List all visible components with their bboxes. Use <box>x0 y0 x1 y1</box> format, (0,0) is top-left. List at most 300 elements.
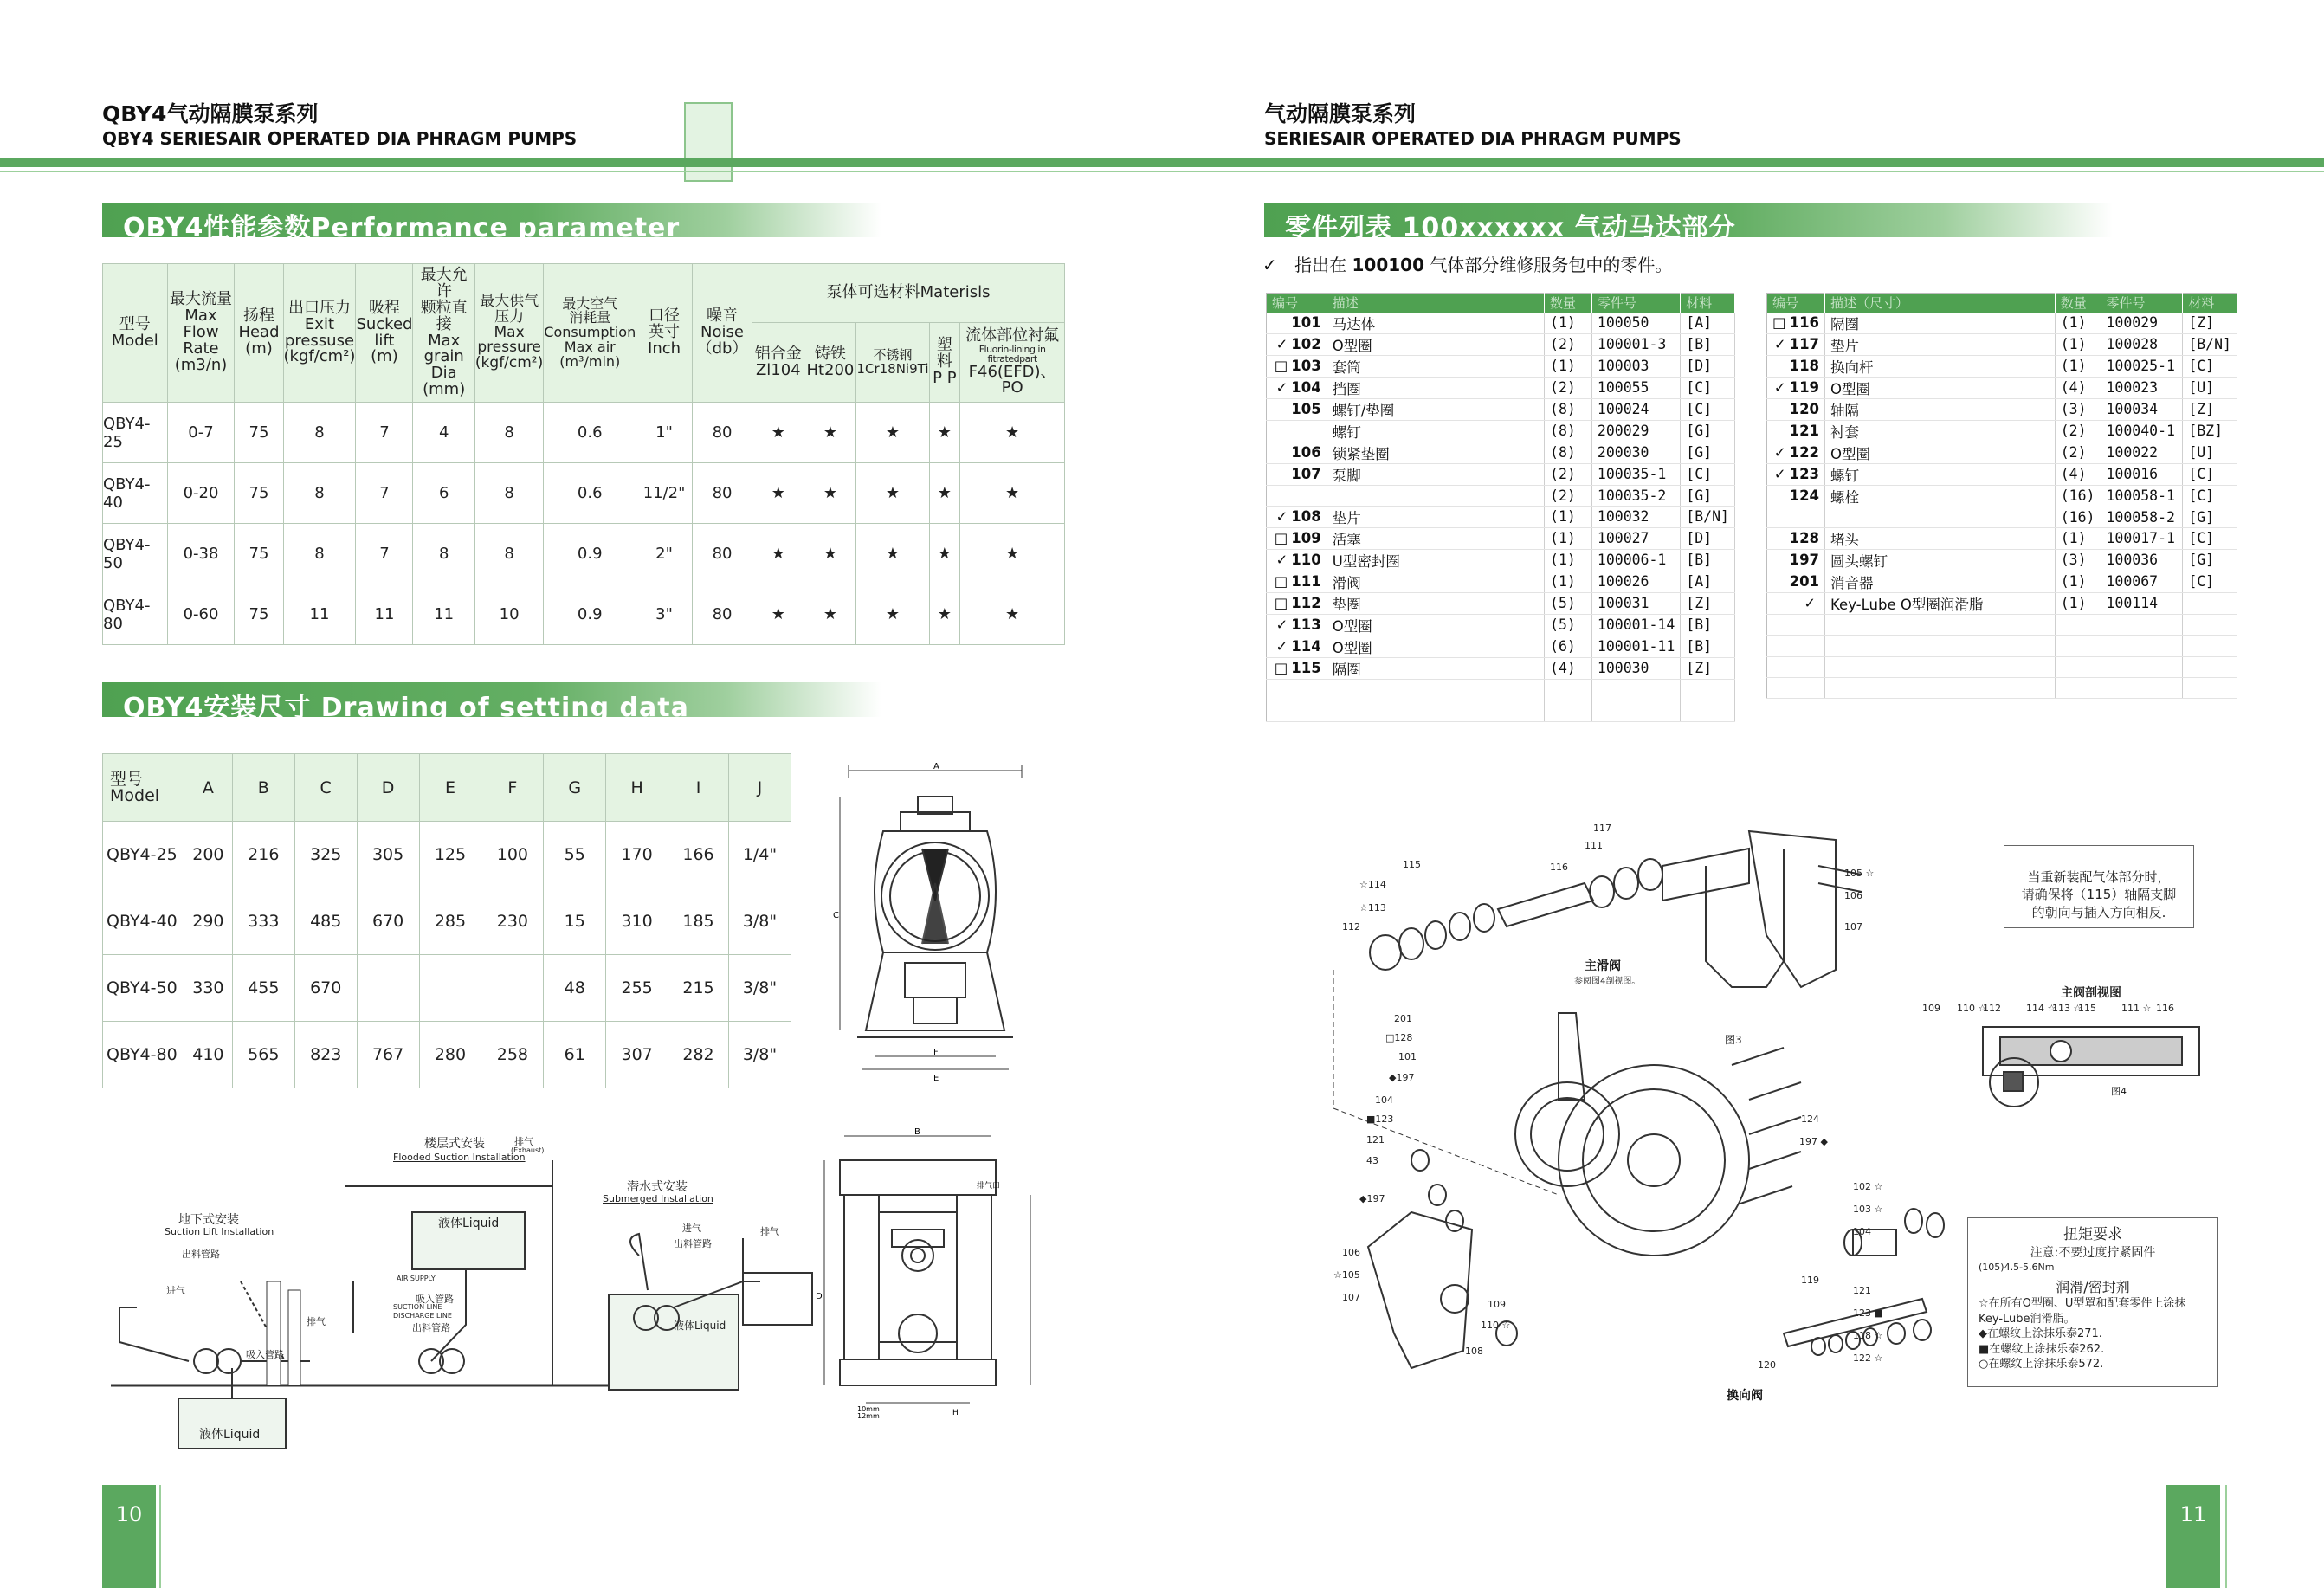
svg-text:A: A <box>933 762 939 771</box>
table-row <box>103 955 791 1022</box>
parts-col-4: 材料 <box>2183 294 2237 313</box>
list-item <box>1767 377 2237 398</box>
col-mat-al <box>752 323 804 403</box>
list-item <box>1267 571 1735 592</box>
part-no: 121 <box>1789 423 1820 439</box>
col-mat-fe <box>804 323 856 403</box>
callout-label: 111 <box>1585 840 1603 851</box>
part-number <box>1267 571 1327 592</box>
cell-m2: ★ <box>804 463 856 524</box>
cell-exit: 8 <box>283 403 356 463</box>
cell-grain: 8 <box>413 524 474 584</box>
part-no: 115 <box>1291 660 1321 677</box>
col-exit <box>283 264 356 403</box>
col-noise <box>692 264 752 403</box>
part-qty: (8) <box>1545 442 1592 463</box>
fig4-label: 图4 <box>2111 1086 2127 1097</box>
part-no: 107 <box>1291 466 1321 482</box>
part-number <box>1267 636 1327 657</box>
part-pn: 100001-11 <box>1591 636 1680 657</box>
cell-supply: 10 <box>474 584 543 645</box>
col-supply <box>474 264 543 403</box>
part-number <box>1767 420 1825 442</box>
parts-col-4: 材料 <box>1681 294 1735 313</box>
part-number <box>1767 313 1825 334</box>
callout-label: 104 <box>1853 1226 1871 1237</box>
check-icon: ✓ <box>1773 336 1786 352</box>
check-icon: ✓ <box>1275 638 1288 655</box>
check-icon: ✓ <box>1773 379 1786 396</box>
suction-title-en: Suction Lift Installation <box>165 1226 274 1237</box>
part-name: O型圈 <box>1327 333 1544 355</box>
section-callout-label: 109 <box>1922 1003 1940 1014</box>
cell-c: 325 <box>294 822 357 888</box>
cell-m5: ★ <box>960 524 1065 584</box>
part-no: 116 <box>1789 314 1820 331</box>
section-view-title: 主阀剖视图 <box>2061 986 2121 1000</box>
part-qty <box>1545 700 1592 721</box>
part-mat: [C] <box>2183 355 2237 377</box>
part-name: O型圈 <box>1825 442 2056 463</box>
part-name: 套筒 <box>1327 355 1544 377</box>
list-item <box>1767 442 2237 463</box>
part-name: 换向杆 <box>1825 355 2056 377</box>
header-flow-line: (m3/n) <box>174 355 228 374</box>
part-number <box>1267 313 1327 334</box>
part-qty: (3) <box>2055 549 2101 571</box>
table-row <box>103 822 791 888</box>
cell-model: QBY4-50 <box>103 955 184 1022</box>
cell-flow: 0-38 <box>167 524 235 584</box>
pump-front-drawing <box>831 762 1039 1095</box>
part-pn: 100058-2 <box>2101 507 2183 527</box>
submerged-title: 潜水式安装 <box>627 1180 688 1194</box>
part-number <box>1267 355 1327 377</box>
section-parts: 零件列表 100xxxxxx 气动马达部分 <box>1264 203 2113 237</box>
part-qty: (1) <box>2055 592 2101 614</box>
flooded-exhaust-label: 排气 <box>514 1136 533 1147</box>
list-item <box>1767 656 2237 677</box>
box-icon: □ <box>1274 573 1288 591</box>
cell-m5: ★ <box>960 403 1065 463</box>
cell-model: QBY4-80 <box>103 1022 184 1088</box>
part-qty: (8) <box>1545 398 1592 420</box>
part-qty: (1) <box>1545 355 1592 377</box>
col-head <box>235 264 283 403</box>
flooded-title-en: Flooded Suction Installation <box>393 1152 526 1163</box>
part-mat: [C] <box>2183 485 2237 507</box>
header-air-line: (m³/min) <box>559 352 621 370</box>
part-mat <box>1681 700 1735 721</box>
part-no: 122 <box>1789 444 1820 461</box>
header-noise-line: 噪音 <box>707 307 739 326</box>
header-supply-line: (kgf/cm²) <box>474 354 544 372</box>
list-item <box>1267 657 1735 679</box>
col-bore <box>636 264 693 403</box>
callout-label: ☆114 <box>1359 879 1386 890</box>
part-qty: (1) <box>2055 571 2101 592</box>
cell-exit: 11 <box>283 584 356 645</box>
cell-suck: 7 <box>356 403 413 463</box>
submerged-exhaust: 排气 <box>760 1226 779 1237</box>
part-no: 106 <box>1291 444 1321 461</box>
cell-m1: ★ <box>752 463 804 524</box>
cell-m2: ★ <box>804 403 856 463</box>
cell-supply: 8 <box>474 524 543 584</box>
header-bore-line: 口径 <box>649 307 681 326</box>
list-item <box>1767 463 2237 485</box>
col-materials: 泵体可选材料Materisls <box>752 264 1065 323</box>
part-number <box>1767 614 1825 635</box>
part-pn: 100003 <box>1591 355 1680 377</box>
part-pn <box>1591 679 1680 700</box>
list-item <box>1267 333 1735 355</box>
submerged-title-en: Submerged Installation <box>603 1193 713 1204</box>
part-qty <box>2055 678 2101 699</box>
callout-label: 101 <box>1398 1051 1417 1062</box>
svg-text:10mm: 10mm <box>857 1405 880 1413</box>
col-suck <box>356 264 413 403</box>
cell-e <box>419 955 481 1022</box>
flooded-exhaust-en: (Exhaust) <box>511 1146 545 1154</box>
header-mat_lining-line: F46(EFD)、PO <box>968 362 1056 397</box>
part-qty: (6) <box>1545 636 1592 657</box>
part-mat <box>1681 679 1735 700</box>
cell-m3: ★ <box>856 403 929 463</box>
cell-air: 0.9 <box>544 584 636 645</box>
part-number <box>1767 656 1825 677</box>
header-mat_al-line: 铝合金 <box>754 344 802 363</box>
list-item <box>1767 571 2237 592</box>
list-item <box>1767 398 2237 420</box>
cell-flow: 0-60 <box>167 584 235 645</box>
header-flow-line: Max <box>184 307 217 326</box>
cell-bore: 1" <box>636 403 693 463</box>
part-qty: (1) <box>1545 549 1592 571</box>
part-pn: 100114 <box>2101 592 2183 614</box>
installation-diagrams <box>102 1134 821 1463</box>
header-supply-line: pressure <box>477 339 541 357</box>
cell-a: 410 <box>184 1022 232 1088</box>
cell-bore: 3" <box>636 584 693 645</box>
tank-label-1: 液体Liquid <box>199 1428 261 1442</box>
part-name: 滑阀 <box>1327 571 1544 592</box>
part-qty: (16) <box>2055 507 2101 527</box>
part-pn: 100006-1 <box>1591 549 1680 571</box>
cell-m3: ★ <box>856 584 929 645</box>
check-icon: ✓ <box>1275 508 1288 526</box>
cell-d <box>357 955 419 1022</box>
flooded-title: 楼层式安装 <box>424 1137 485 1151</box>
part-name: 泵脚 <box>1327 463 1544 485</box>
header-mat_ss-line: 1Cr18Ni9Ti <box>856 360 929 377</box>
part-number <box>1267 398 1327 420</box>
callout-label: 102 ☆ <box>1853 1181 1883 1192</box>
cell-h: 307 <box>606 1022 668 1088</box>
header-noise-line: （db） <box>696 339 748 358</box>
col-d: D <box>357 754 419 822</box>
part-no: 124 <box>1789 487 1820 504</box>
parts-col-2: 数量 <box>2055 294 2101 313</box>
header-flow-line: 最大流量 <box>170 290 232 309</box>
part-no: 201 <box>1789 573 1820 591</box>
section-drawing: QBY4安装尺寸 Drawing of setting data <box>102 682 881 717</box>
part-mat: [C] <box>2183 463 2237 485</box>
part-pn: 100035-2 <box>1591 485 1680 506</box>
col-mat-pp <box>929 323 960 403</box>
header-exit-line: Exit <box>304 314 335 333</box>
header-air-line: Max air <box>564 338 616 355</box>
part-qty: (5) <box>1545 614 1592 636</box>
callout-label: 106 <box>1844 890 1862 901</box>
check-icon: ✓ <box>1262 255 1277 275</box>
page-number-left: 10 <box>102 1485 156 1588</box>
list-item <box>1267 506 1735 527</box>
cell-d: 767 <box>357 1022 419 1088</box>
part-name: 消音器 <box>1825 571 2056 592</box>
part-pn <box>2101 678 2183 699</box>
part-qty: (4) <box>2055 377 2101 398</box>
svg-text:H: H <box>952 1409 959 1417</box>
list-item <box>1767 420 2237 442</box>
cell-m3: ★ <box>856 463 929 524</box>
part-name: U型密封圈 <box>1327 549 1544 571</box>
part-mat: [G] <box>1681 442 1735 463</box>
part-name <box>1825 614 2056 635</box>
part-mat <box>2183 636 2237 656</box>
left-title-cn: QBY4气动隔膜泵系列 <box>102 101 319 126</box>
cell-model: QBY4-40 <box>103 888 184 955</box>
cell-e: 125 <box>419 822 481 888</box>
section-callout-label: 115 <box>2078 1003 2096 1014</box>
part-qty: (3) <box>2055 398 2101 420</box>
part-pn: 100022 <box>2101 442 2183 463</box>
part-number <box>1267 527 1327 549</box>
list-item <box>1767 614 2237 635</box>
part-qty: (2) <box>1545 377 1592 398</box>
cell-noise: 80 <box>692 403 752 463</box>
performance-table <box>102 263 1065 645</box>
part-number <box>1267 657 1327 679</box>
page-number-right-rule <box>2225 1485 2227 1588</box>
svg-text:12mm: 12mm <box>857 1412 880 1420</box>
air-in-label: 进气 <box>166 1285 185 1296</box>
part-pn: 100034 <box>2101 398 2183 420</box>
col-i: I <box>668 754 729 822</box>
part-pn <box>2101 614 2183 635</box>
part-qty: (1) <box>1545 527 1592 549</box>
header-grain-line: (mm) <box>423 380 466 399</box>
part-no: 101 <box>1291 314 1321 331</box>
cell-head: 75 <box>235 524 283 584</box>
part-mat: [B] <box>1681 549 1735 571</box>
cell-m4: ★ <box>929 403 960 463</box>
section-callout-label: 110 ☆ <box>1957 1003 1987 1014</box>
header-head-line: Head <box>238 323 280 342</box>
list-item <box>1267 463 1735 485</box>
callout-label: ■123 <box>1366 1114 1394 1125</box>
cell-g: 15 <box>544 888 606 955</box>
list-item <box>1267 679 1735 700</box>
svg-text:I: I <box>1035 1292 1037 1301</box>
section-performance: QBY4性能参数Performance parameter <box>102 203 881 237</box>
part-pn: 100023 <box>2101 377 2183 398</box>
main-valve-sub: 参阅图4剖视图。 <box>1574 977 1641 986</box>
callout-label: 197 ◆ <box>1799 1136 1828 1147</box>
header-mat_lining-line: Fluorin-lining in fitratedpart <box>978 343 1046 365</box>
list-item <box>1767 333 2237 355</box>
part-mat: [C] <box>1681 377 1735 398</box>
list-item <box>1767 313 2237 334</box>
cell-air: 0.9 <box>544 524 636 584</box>
part-qty <box>1545 679 1592 700</box>
part-pn: 100040-1 <box>2101 420 2183 442</box>
callout-label: 105 ☆ <box>1844 868 1875 879</box>
check-icon: ✓ <box>1275 379 1288 396</box>
header-suck-line: Sucked <box>356 314 413 333</box>
part-pn: 200029 <box>1591 420 1680 442</box>
part-pn: 100031 <box>1591 592 1680 614</box>
part-qty: (1) <box>2055 313 2101 334</box>
list-item <box>1767 507 2237 527</box>
part-mat <box>2183 592 2237 614</box>
cell-j: 3/8" <box>728 1022 791 1088</box>
cell-model: QBY4-40 <box>103 463 168 524</box>
cell-m5: ★ <box>960 584 1065 645</box>
cell-j: 3/8" <box>728 888 791 955</box>
box-icon: □ <box>1772 314 1786 331</box>
cell-j: 3/8" <box>728 955 791 1022</box>
flooded-inlet-label: 吸入管路 <box>416 1294 454 1305</box>
part-number <box>1267 333 1327 355</box>
parts-col-3: 零件号 <box>2101 294 2183 313</box>
cell-suck: 7 <box>356 463 413 524</box>
part-mat: [Z] <box>2183 398 2237 420</box>
header-suck-line: 吸程 <box>368 298 400 317</box>
part-number <box>1267 420 1327 442</box>
part-no: 123 <box>1789 466 1820 482</box>
list-item <box>1767 485 2237 507</box>
cell-supply: 8 <box>474 463 543 524</box>
header-mat_pp-line: 塑料 <box>936 336 952 371</box>
section-callout-label: 111 ☆ <box>2121 1003 2152 1014</box>
section-callout-label: 113 ☆ <box>2052 1003 2082 1014</box>
part-number <box>1267 592 1327 614</box>
part-qty: (1) <box>2055 333 2101 355</box>
table-row <box>103 463 1065 524</box>
callout-label: 123 ■ <box>1853 1307 1883 1319</box>
left-title-en: QBY4 SERIESAIR OPERATED DIA PHRAGM PUMPS <box>102 128 578 149</box>
cell-g: 55 <box>544 822 606 888</box>
part-mat: [G] <box>1681 420 1735 442</box>
box-icon: □ <box>1274 595 1288 612</box>
col-grain <box>413 264 474 403</box>
part-number <box>1767 678 1825 699</box>
header-exit-line: 出口压力 <box>287 298 351 317</box>
flooded-discharge-label: DISCHARGE LINE <box>393 1312 452 1320</box>
part-number <box>1767 527 1825 549</box>
header-bore-line: Inch <box>648 339 681 358</box>
header-grain-line: 最大允许 <box>420 265 468 300</box>
page-number-right: 11 <box>2166 1485 2220 1588</box>
part-name <box>1825 507 2056 527</box>
cell-g: 61 <box>544 1022 606 1088</box>
fig3-label: 图3 <box>1725 1034 1742 1046</box>
cell-flow: 0-20 <box>167 463 235 524</box>
part-number <box>1767 485 1825 507</box>
right-title-cn: 气动隔膜泵系列 <box>1264 101 1417 126</box>
cell-a: 330 <box>184 955 232 1022</box>
part-pn: 100067 <box>2101 571 2183 592</box>
part-no: 197 <box>1789 552 1820 569</box>
part-name: 衬套 <box>1825 420 2056 442</box>
header-suck-line: lift <box>374 331 395 350</box>
part-name <box>1825 678 2056 699</box>
callout-label: 121 <box>1853 1285 1871 1296</box>
part-no: 120 <box>1789 401 1820 417</box>
tank-label-3: 液体Liquid <box>674 1320 726 1332</box>
parts-col-0: 编号 <box>1767 294 1825 313</box>
cell-grain: 6 <box>413 463 474 524</box>
part-name: 螺钉 <box>1327 420 1544 442</box>
part-name: 堵头 <box>1825 527 2056 549</box>
part-qty <box>2055 614 2101 635</box>
list-item <box>1267 485 1735 506</box>
cell-bore: 11/2" <box>636 463 693 524</box>
part-no: 111 <box>1291 573 1321 591</box>
part-name: 螺钉/垫圈 <box>1327 398 1544 420</box>
part-number <box>1767 636 1825 656</box>
cell-f: 230 <box>481 888 544 955</box>
header-grain-line: 颗粒直接 <box>420 298 468 333</box>
header-bore-line: 英寸 <box>649 323 681 342</box>
check-icon: ✓ <box>1773 444 1786 461</box>
cell-f <box>481 955 544 1022</box>
part-mat: [B/N] <box>2183 333 2237 355</box>
table-row <box>103 584 1065 645</box>
part-name: 马达体 <box>1327 313 1544 334</box>
assembly-note: 当重新装配气体部分时， 请确保将（115）轴隔支脚 的朝向与插入方向相反. <box>2004 845 2194 928</box>
part-mat: [BZ] <box>2183 420 2237 442</box>
part-no: 110 <box>1291 552 1321 569</box>
cell-c: 670 <box>294 955 357 1022</box>
header-head-line: (m) <box>245 339 273 358</box>
header-model-line: 型号 <box>110 769 144 789</box>
cell-e: 280 <box>419 1022 481 1088</box>
cell-g: 48 <box>544 955 606 1022</box>
part-name: 轴隔 <box>1825 398 2056 420</box>
part-name: 螺钉 <box>1825 463 2056 485</box>
part-mat: [D] <box>1681 355 1735 377</box>
list-item <box>1767 678 2237 699</box>
callout-label: 116 <box>1550 862 1568 873</box>
part-number <box>1267 549 1327 571</box>
cell-model: QBY4-80 <box>103 584 168 645</box>
cell-j: 1/4" <box>728 822 791 888</box>
part-name: 螺栓 <box>1825 485 2056 507</box>
part-name <box>1825 656 2056 677</box>
inlet-label: 吸入管路 <box>246 1349 284 1360</box>
part-number <box>1267 463 1327 485</box>
part-no: 109 <box>1291 530 1321 547</box>
header-flow-line: Flow Rate <box>183 323 219 358</box>
part-qty: (1) <box>1545 506 1592 527</box>
check-icon: ✓ <box>1804 595 1817 612</box>
cell-noise: 80 <box>692 463 752 524</box>
section-callout-label: 116 <box>2156 1003 2174 1014</box>
col-f: F <box>481 754 544 822</box>
callout-label: 109 <box>1488 1299 1506 1310</box>
